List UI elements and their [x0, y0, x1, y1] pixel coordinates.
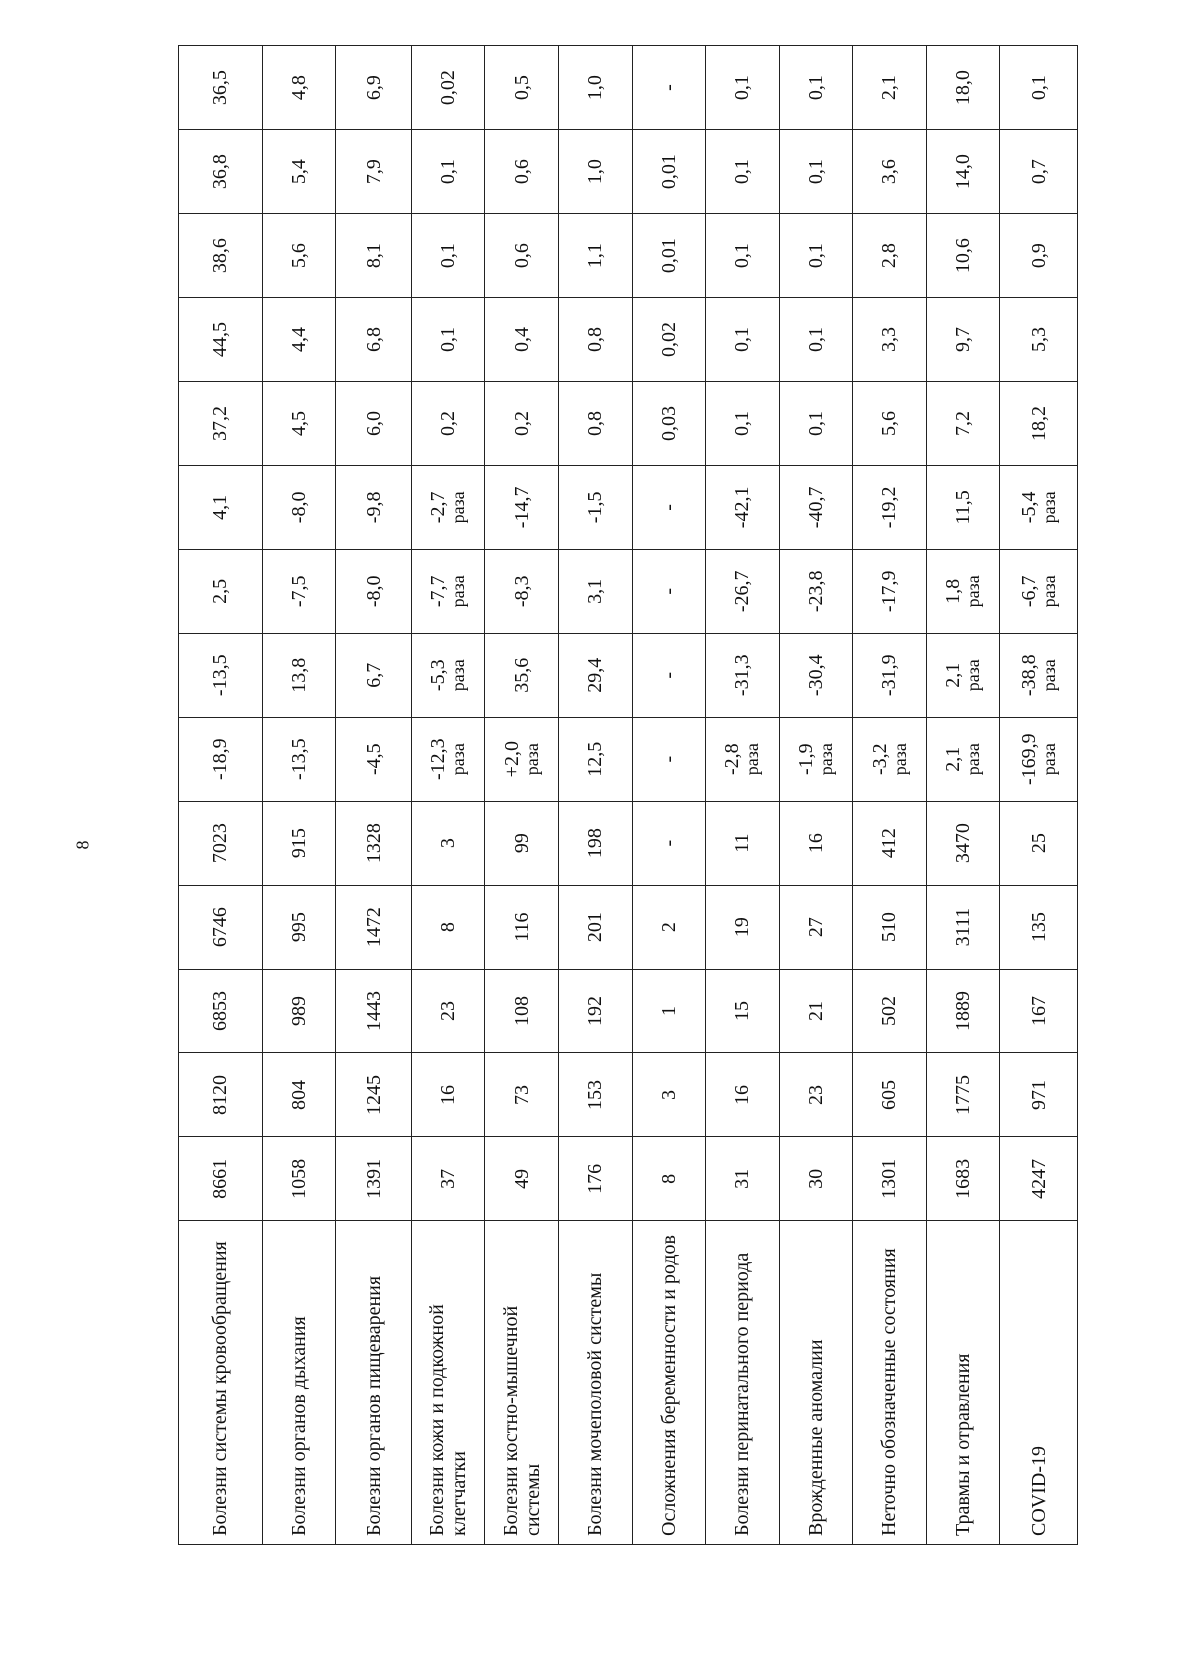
table-cell: -5,4 раза [1000, 465, 1078, 549]
table-cell: -5,3 раза [411, 633, 485, 717]
table-cell: 14,0 [926, 130, 1000, 214]
table-cell: 10,6 [926, 214, 1000, 298]
table-cell: 1443 [336, 969, 412, 1053]
table-cell: 25 [1000, 801, 1078, 885]
table-cell: 2,5 [179, 549, 263, 633]
table-cell: 4,4 [262, 298, 336, 382]
row-label: Осложнения беременности и родов [632, 1221, 706, 1545]
table-cell: 989 [262, 969, 336, 1053]
table-cell: 3,1 [559, 549, 633, 633]
row-label: Болезни органов дыхания [262, 1221, 336, 1545]
table-cell: 0,6 [485, 130, 559, 214]
table-row [559, 46, 633, 1545]
table-cell: 0,6 [485, 214, 559, 298]
table-cell: -9,8 [336, 465, 412, 549]
table-cell: 2,1 [853, 46, 927, 130]
table-cell: 0,1 [1000, 46, 1078, 130]
table-cell: 1328 [336, 801, 412, 885]
table-cell: 2,1 раза [926, 717, 1000, 801]
table-cell: 915 [262, 801, 336, 885]
mortality-table [178, 45, 1078, 1545]
table-cell: 3 [411, 801, 485, 885]
table-cell: 412 [853, 801, 927, 885]
row-label: Врожденные аномалии [779, 1221, 853, 1545]
table-row [485, 46, 559, 1545]
table-cell: 6,9 [336, 46, 412, 130]
table-cell: 4,1 [179, 465, 263, 549]
table-cell: -3,2 раза [853, 717, 927, 801]
table-cell: 0,8 [559, 381, 633, 465]
table-cell: -1,5 [559, 465, 633, 549]
table-cell: -6,7 раза [1000, 549, 1078, 633]
table-cell: 1,8 раза [926, 549, 1000, 633]
table-cell: 0,7 [1000, 130, 1078, 214]
row-label: COVID-19 [1000, 1221, 1078, 1545]
table-cell: 30 [779, 1137, 853, 1221]
table-row [179, 46, 263, 1545]
table-cell: 11 [706, 801, 780, 885]
table-cell: -19,2 [853, 465, 927, 549]
table-cell: 11,5 [926, 465, 1000, 549]
table-cell: - [632, 465, 706, 549]
table-cell: 9,7 [926, 298, 1000, 382]
table-cell: 1301 [853, 1137, 927, 1221]
row-label: Болезни системы кровообращения [179, 1221, 263, 1545]
table-cell: 0,2 [485, 381, 559, 465]
table-cell: 4,5 [262, 381, 336, 465]
table-cell: 23 [411, 969, 485, 1053]
table-cell: -7,5 [262, 549, 336, 633]
table-cell: 0,2 [411, 381, 485, 465]
table-cell: 19 [706, 885, 780, 969]
table-cell: 192 [559, 969, 633, 1053]
table-cell: -169,9 раза [1000, 717, 1078, 801]
row-label: Болезни перинатального периода [706, 1221, 780, 1545]
row-label: Неточно обозначенные состояния [853, 1221, 927, 1545]
table-cell: -23,8 [779, 549, 853, 633]
table-cell: 21 [779, 969, 853, 1053]
table-cell: 7023 [179, 801, 263, 885]
table-body [179, 46, 1078, 1545]
table-cell: - [632, 717, 706, 801]
table-cell: -31,3 [706, 633, 780, 717]
table-cell: -13,5 [179, 633, 263, 717]
table-cell: 8661 [179, 1137, 263, 1221]
table-cell: 2 [632, 885, 706, 969]
table-cell: - [632, 633, 706, 717]
table-cell: 995 [262, 885, 336, 969]
table-cell: -18,9 [179, 717, 263, 801]
table-cell: 37,2 [179, 381, 263, 465]
table-cell: 3111 [926, 885, 1000, 969]
table-cell: 201 [559, 885, 633, 969]
table-cell: 18,2 [1000, 381, 1078, 465]
table-row [411, 46, 485, 1545]
table-cell: 176 [559, 1137, 633, 1221]
table-cell: 31 [706, 1137, 780, 1221]
table-cell: 16 [411, 1053, 485, 1137]
table-cell: 6,8 [336, 298, 412, 382]
table-cell: 8 [411, 885, 485, 969]
table-cell: -38,8 раза [1000, 633, 1078, 717]
table-cell: 73 [485, 1053, 559, 1137]
table-cell: - [632, 549, 706, 633]
table-cell: 1,1 [559, 214, 633, 298]
table-row [706, 46, 780, 1545]
table-cell: 49 [485, 1137, 559, 1221]
table-cell: -2,7 раза [411, 465, 485, 549]
table-cell: 0,02 [632, 298, 706, 382]
row-label: Болезни костно-мышечной системы [485, 1221, 559, 1545]
table-cell: -2,8 раза [706, 717, 780, 801]
table-cell: -8,0 [336, 549, 412, 633]
table-cell: 38,6 [179, 214, 263, 298]
table-cell: 2,8 [853, 214, 927, 298]
table-cell: -13,5 [262, 717, 336, 801]
page-number: 8 [72, 840, 93, 850]
table-cell: -30,4 [779, 633, 853, 717]
table-cell: 8 [632, 1137, 706, 1221]
table-cell: 23 [779, 1053, 853, 1137]
table-cell: 5,6 [853, 381, 927, 465]
table-cell: 0,1 [779, 381, 853, 465]
table-cell: 36,8 [179, 130, 263, 214]
table-cell: 0,1 [411, 298, 485, 382]
table-row [1000, 46, 1078, 1545]
table-cell: 5,4 [262, 130, 336, 214]
table-cell: 35,6 [485, 633, 559, 717]
table-cell: -8,0 [262, 465, 336, 549]
table-cell: 502 [853, 969, 927, 1053]
table-cell: 8,1 [336, 214, 412, 298]
table-cell: 8120 [179, 1053, 263, 1137]
table-cell: 1,0 [559, 130, 633, 214]
table-cell: 510 [853, 885, 927, 969]
table-cell: 5,6 [262, 214, 336, 298]
table-cell: 13,8 [262, 633, 336, 717]
row-label: Травмы и отравления [926, 1221, 1000, 1545]
table-cell: 0,1 [411, 130, 485, 214]
table-row [632, 46, 706, 1545]
table-row [262, 46, 336, 1545]
table-cell: 1058 [262, 1137, 336, 1221]
table-cell: 15 [706, 969, 780, 1053]
table-cell: 1,0 [559, 46, 633, 130]
table-cell: -26,7 [706, 549, 780, 633]
table-cell: -8,3 [485, 549, 559, 633]
table-cell: -4,5 [336, 717, 412, 801]
table-cell: 0,01 [632, 214, 706, 298]
table-cell: 605 [853, 1053, 927, 1137]
table-cell: 29,4 [559, 633, 633, 717]
table-cell: 18,0 [926, 46, 1000, 130]
table-cell: -31,9 [853, 633, 927, 717]
table-cell: 1889 [926, 969, 1000, 1053]
table-cell: -40,7 [779, 465, 853, 549]
table-cell: 16 [779, 801, 853, 885]
table-cell: 0,03 [632, 381, 706, 465]
row-label: Болезни кожи и подкожной клетчатки [411, 1221, 485, 1545]
table-cell: 804 [262, 1053, 336, 1137]
table-cell: 3 [632, 1053, 706, 1137]
table-cell: 1775 [926, 1053, 1000, 1137]
table-cell: 108 [485, 969, 559, 1053]
table-cell: 1245 [336, 1053, 412, 1137]
table-cell: - [632, 46, 706, 130]
table-cell: 7,2 [926, 381, 1000, 465]
table-cell: 99 [485, 801, 559, 885]
table-row [779, 46, 853, 1545]
table-cell: 0,1 [779, 298, 853, 382]
table-cell: 1391 [336, 1137, 412, 1221]
table-cell: 44,5 [179, 298, 263, 382]
table-cell: -12,3 раза [411, 717, 485, 801]
rotated-table-container [178, 45, 1078, 1545]
table-cell: 1472 [336, 885, 412, 969]
table-cell: -42,1 [706, 465, 780, 549]
table-cell: 0,1 [706, 214, 780, 298]
table-cell: 6853 [179, 969, 263, 1053]
table-cell: -7,7 раза [411, 549, 485, 633]
table-row [853, 46, 927, 1545]
table-cell: 0,1 [706, 46, 780, 130]
table-cell: 5,3 [1000, 298, 1078, 382]
table-cell: 153 [559, 1053, 633, 1137]
table-cell: 3,6 [853, 130, 927, 214]
table-cell: 0,1 [706, 298, 780, 382]
table-cell: 2,1 раза [926, 633, 1000, 717]
table-cell: 0,01 [632, 130, 706, 214]
table-cell: -17,9 [853, 549, 927, 633]
table-cell: 116 [485, 885, 559, 969]
table-cell: 3,3 [853, 298, 927, 382]
table-cell: 971 [1000, 1053, 1078, 1137]
table-cell: 37 [411, 1137, 485, 1221]
table-cell: 0,4 [485, 298, 559, 382]
table-cell: 198 [559, 801, 633, 885]
table-cell: 6,7 [336, 633, 412, 717]
row-label: Болезни мочеполовой системы [559, 1221, 633, 1545]
table-cell: +2,0 раза [485, 717, 559, 801]
table-cell: 135 [1000, 885, 1078, 969]
table-cell: 167 [1000, 969, 1078, 1053]
table-cell: -1,9 раза [779, 717, 853, 801]
table-cell: 0,1 [706, 381, 780, 465]
table-cell: 27 [779, 885, 853, 969]
table-cell: 0,8 [559, 298, 633, 382]
table-cell: 0,1 [411, 214, 485, 298]
table-cell: 0,02 [411, 46, 485, 130]
table-cell: 1 [632, 969, 706, 1053]
table-cell: - [632, 801, 706, 885]
table-cell: 7,9 [336, 130, 412, 214]
table-cell: 4247 [1000, 1137, 1078, 1221]
table-cell: -14,7 [485, 465, 559, 549]
table-cell: 6746 [179, 885, 263, 969]
table-cell: 0,1 [779, 46, 853, 130]
table-cell: 0,1 [779, 130, 853, 214]
table-cell: 36,5 [179, 46, 263, 130]
table-cell: 3470 [926, 801, 1000, 885]
table-cell: 0,9 [1000, 214, 1078, 298]
table-cell: 0,1 [706, 130, 780, 214]
table-cell: 1683 [926, 1137, 1000, 1221]
table-cell: 4,8 [262, 46, 336, 130]
table-cell: 6,0 [336, 381, 412, 465]
table-cell: 16 [706, 1053, 780, 1137]
table-row [926, 46, 1000, 1545]
table-cell: 12,5 [559, 717, 633, 801]
table-cell: 0,5 [485, 46, 559, 130]
table-row [336, 46, 412, 1545]
row-label: Болезни органов пищеварения [336, 1221, 412, 1545]
table-cell: 0,1 [779, 214, 853, 298]
